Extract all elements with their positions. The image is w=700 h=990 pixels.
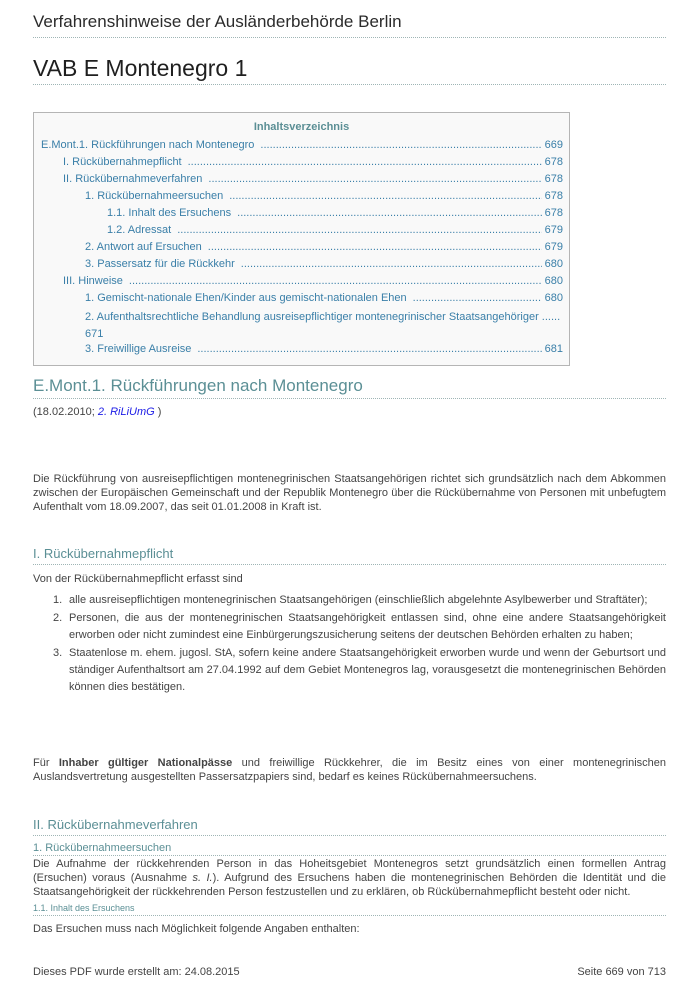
footer-created-date: Dieses PDF wurde erstellt am: 24.08.2015 xyxy=(33,966,240,978)
toc-entry-ruckuebernahmeverfahren[interactable]: II. Rückübernahmeverfahren ..... 678 xyxy=(34,173,563,185)
toc-entry-passersatz[interactable]: 3. Passersatz für die Rückkehr ..... 680 xyxy=(34,258,563,270)
section-heading-ruckuebernahmepflicht: I. Rückübernahmepflicht xyxy=(33,546,174,561)
toc-entry-freiwillige-ausreise[interactable]: 3. Freiwillige Ausreise ..... 681 xyxy=(34,343,563,355)
section-1-note: Für Inhaber gültiger Nationalpässe und freiwillige Rückkehrer, die im Besitz eines von einer montenegrinischen Auslandsvertretung ausgestellten Passersatzpapiers sind, bedarf es keines Rückübernahmeersuchens. xyxy=(33,757,666,783)
toc-entry-gemischt-nationale-ehen[interactable]: 1. Gemischt-nationale Ehen/Kinder aus gemischt-nationalen Ehen ..... 680 xyxy=(34,292,563,304)
subsection-1-paragraph: Die Aufnahme der rückkehrenden Person in das Hoheitsgebiet Montenegros setzt grundsätzlich einen formellen Antrag (Ersuchen) voraus (Ausnahme s. I.). Aufgrund des Ersuchens haben die montenegrinischen Behörden die Identität und die Staatsangehörigkeit der rückkehrenden Person festzustellen und zu erklären, ob Rückübernahmepflicht besteht oder nicht. xyxy=(33,858,666,898)
revision-date: (18.02.2010; 2. RiLiUmG ) xyxy=(33,406,162,418)
list-item: 3. Staatenlose m. ehem. jugosl. StA, sofern keine andere Staatsangehörigkeit erworben wurde und wenn der Geburtsort und ständiger Aufenthaltsort am 27.04.1992 auf dem Gebiet Montenegros lag, vorausgesetzt die montenegrinischen Behörden können dies bestätigen. xyxy=(53,647,666,693)
intro-paragraph: Die Rückführung von ausreisepflichtigen montenegrinischen Staatsangehörigen richtet sich grundsätzlich nach dem Abkommen zwischen der Europäischen Gemeinschaft und der Republik Montenegro über die Rückübernahme von Personen mit unbefugtem Aufenthalt vom 18.09.2007, das seit 01.01.2008 in Kraft ist. xyxy=(33,473,666,513)
subsection-heading-ruckuebernahmeersuchen: 1. Rückübernahmeersuchen xyxy=(33,842,172,854)
toc-entry-inhalt-des-ersuchens[interactable]: 1.1. Inhalt des Ersuchens ..... 678 xyxy=(34,207,563,219)
toc-entry-ruckuebernahmeersuchen[interactable]: 1. Rückübernahmeersuchen ..... 678 xyxy=(34,190,563,202)
toc-entry-hinweise[interactable]: III. Hinweise ..... 680 xyxy=(34,275,563,287)
toc-heading: Inhaltsverzeichnis xyxy=(253,121,350,133)
section-heading-main: E.Mont.1. Rückführungen nach Montenegro xyxy=(33,376,363,395)
header-divider xyxy=(33,37,666,38)
list-item: 2. Personen, die aus der montenegrinischen Staatsangehörigkeit entlassen sind, ohne eine andere Staatsangehörigkeit erworben oder nicht zumindest eine Einbürgerungszusicherung seitens der deutschen Behörden erhalten zu haben; xyxy=(53,612,666,641)
toc-entry-e-mont-1[interactable]: E.Mont.1. Rückführungen nach Montenegro ..... 669 xyxy=(34,139,563,151)
site-title: Verfahrenshinweise der Ausländerbehörde Berlin xyxy=(33,12,402,31)
subsection-divider xyxy=(33,915,666,916)
document-title: VAB E Montenegro 1 xyxy=(33,55,248,81)
rilium-link[interactable]: 2. RiLiUmG xyxy=(97,406,155,418)
toc-entry-ruckuebernahmepflicht[interactable]: I. Rückübernahmepflicht ..... 678 xyxy=(34,156,563,168)
section-heading-ruckuebernahmeverfahren: II. Rückübernahmeverfahren xyxy=(33,817,198,832)
toc-entry-antwort-auf-ersuchen[interactable]: 2. Antwort auf Ersuchen ..... 679 xyxy=(34,241,563,253)
subsection-1-1-paragraph: Das Ersuchen muss nach Möglichkeit folgende Angaben enthalten: xyxy=(33,923,360,935)
section-1-lead: Von der Rückübernahmepflicht erfasst sind xyxy=(33,573,243,585)
table-of-contents xyxy=(33,112,570,366)
ordered-list xyxy=(33,592,666,697)
section-divider xyxy=(33,835,666,836)
section-divider xyxy=(33,398,666,399)
subsection-heading-inhalt-des-ersuchens: 1.1. Inhalt des Ersuchens xyxy=(33,903,135,913)
title-divider xyxy=(33,84,666,85)
list-item: 1. alle ausreisepflichtigen montenegrinischen Staatsangehörigen (einschließlich abgelehnte Asylbewerber und Straftäter); xyxy=(53,594,648,606)
footer-page-number: Seite 669 von 713 xyxy=(577,966,666,978)
subsection-divider xyxy=(33,855,666,856)
toc-entry-adressat[interactable]: 1.2. Adressat ..... 679 xyxy=(34,224,563,236)
section-divider xyxy=(33,564,666,565)
toc-entry-aufenthaltsrechtliche-behandlung[interactable]: 2. Aufenthaltsrechtliche Behandlung ausreisepflichtiger montenegrinischer Staatsangehöriger ...... 671 xyxy=(85,311,561,340)
